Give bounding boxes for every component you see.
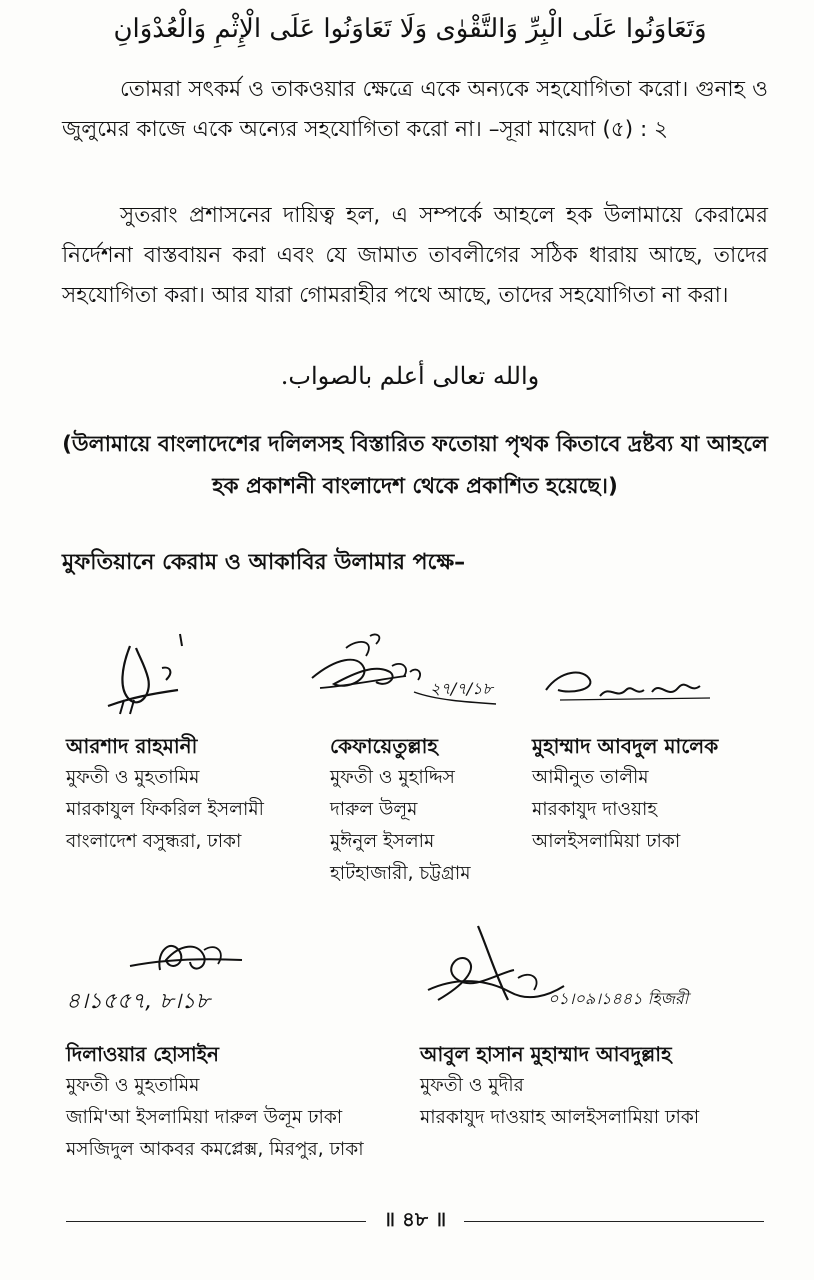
signatory-name: দিলাওয়ার হোসাইন (66, 1042, 219, 1066)
signatory-location: আলইসলামিয়া ঢাকা (532, 831, 681, 852)
signatory-institution: মুঈনুল ইসলাম (330, 831, 435, 852)
signatory-abdul-malek (532, 730, 718, 858)
signatory-name: কেফায়েতুল্লাহ (330, 734, 438, 758)
signatory-title: মুফতী ও মুহতামিম (66, 767, 200, 788)
signatory-institution: মারকাযুদ দাওয়াহ (532, 799, 658, 820)
signatory-abul-hasan (420, 1038, 699, 1134)
signatory-title: আমীনুত তালীম (532, 767, 649, 788)
signatory-kefayetullah (330, 730, 471, 890)
page-number: ॥ ৪৮ ॥ (383, 1207, 447, 1231)
behalf-heading: মুফতিয়ানে কেরাম ও আকাবির উলামার পক্ষে– (62, 550, 466, 575)
signatory-dilawar-hossain (66, 1038, 364, 1166)
signature-date-abul-hasan: ০১।০৯।১৪৪১ হিজরী (548, 989, 689, 1008)
signatory-institution: মারকাযুল ফিকরিল ইসলামী (66, 799, 264, 820)
signature-arshad-rahmani (100, 628, 210, 723)
signatory-institution: মারকাযুদ দাওয়াহ আলইসলামিয়া ঢাকা (420, 1107, 700, 1128)
signatory-institution: দারুল উলূম (330, 799, 418, 820)
signature-date-kefayetullah: ২৭/৭/১৮ (430, 679, 493, 698)
signatory-title: মুফতী ও মুদীর (420, 1075, 524, 1096)
verse-translation-paragraph: তোমরা সৎকর্ম ও তাকওয়ার ক্ষেত্রে একে অন্যকে সহযোগিতা করো। গুনাহ ও জুলুমের কাজে একে অন্যের সহযোগিতা করো না। –সূরা মায়েদা (৫) : ২ (62, 77, 768, 142)
signatory-name: আরশাদ রাহমানী (66, 734, 198, 758)
signature-dilawar-hossain (120, 930, 250, 990)
signatory-name: আবুল হাসান মুহাম্মাদ আবদুল্লাহ (420, 1042, 672, 1066)
signatory-location: বাংলাদেশ বসুন্ধরা, ঢাকা (66, 831, 242, 852)
fatwa-book-note: (উলামায়ে বাংলাদেশের দলিলসহ বিস্তারিত ফতোয়া পৃথক কিতাবে দ্রষ্টব্য যা আহলে হক প্রকাশনী বাংলাদেশ থেকে প্রকাশিত হয়েছে।) (62, 432, 768, 499)
signatory-title: মুফতী ও মুহাদ্দিস (330, 767, 455, 788)
administration-duty-paragraph: সুতরাং প্রশাসনের দায়িত্ব হল, এ সম্পর্কে আহলে হক উলামায়ে কেরামের নির্দেশনা বাস্তবায়ন করা এবং যে জামাত তাবলীগের সঠিক ধারায় আছে, তাদের সহযোগিতা করা। আর যারা গোমরাহীর পথে আছে, তাদের সহযোগিতা না করা। (62, 203, 768, 308)
signature-date-dilawar-hossain: ৪।১৫৫৭, ৮।১৮ (66, 989, 210, 1014)
signatory-arshad-rahmani (66, 730, 264, 858)
signatory-institution: জামি'আ ইসলামিয়া দারুল উলূম ঢাকা (66, 1107, 343, 1128)
signatory-location: মসজিদুল আকবর কমপ্লেক্স, মিরপুর, ঢাকা (66, 1139, 364, 1160)
signatory-location: হাটহাজারী, চট্টগ্রাম (330, 863, 471, 884)
signature-abul-hasan (418, 920, 568, 1015)
footer-rule-right (464, 1221, 764, 1222)
footer-rule-left (66, 1221, 366, 1222)
quran-verse-arabic: وَتَعَاوَنُوا عَلَى الْبِرِّ وَالتَّقْوٰى وَلَا تَعَاوَنُوا عَلَى الْإِثْمِ وَالْعُدْوَانِ (113, 14, 707, 44)
signatory-name: মুহাম্মাদ আবদুল মালেক (532, 734, 719, 758)
signature-abdul-malek (540, 660, 720, 710)
signatory-title: মুফতী ও মুহতামিম (66, 1075, 200, 1096)
closing-arabic-phrase: والله تعالى أعلم بالصواب. (280, 362, 540, 390)
